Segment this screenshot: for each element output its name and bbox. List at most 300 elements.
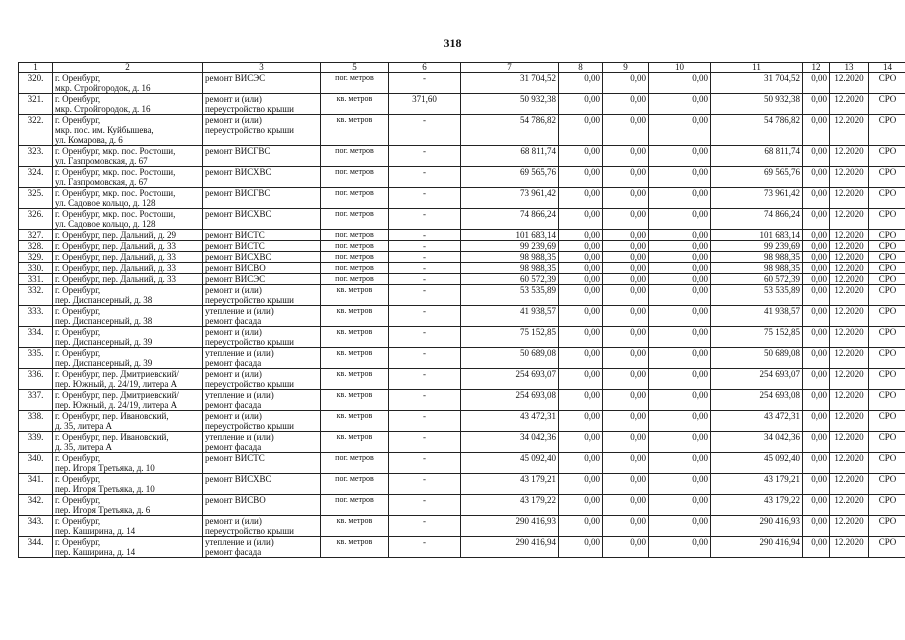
cost-col8-cell: 0,00 — [559, 252, 603, 263]
address-cell — [53, 285, 203, 306]
unit-cell: пог. метров — [321, 453, 389, 474]
cost-col10-cell: 0,00 — [649, 474, 711, 495]
cost-col12-cell: 0,00 — [803, 285, 830, 306]
table-row — [19, 327, 905, 348]
cost-col11-cell: 290 416,93 — [711, 516, 803, 537]
cost-col12-cell: 0,00 — [803, 274, 830, 285]
work-type-cell — [203, 167, 321, 188]
work-type-cell-line: ремонт и (или) — [205, 369, 262, 379]
cost-col10-cell: 0,00 — [649, 537, 711, 558]
address-cell-line: мкр. пос. им. Куйбышева, — [55, 125, 154, 135]
completion-date-cell: 12.2020 — [830, 188, 869, 209]
work-type-cell-line: ремонт и (или) — [205, 285, 262, 295]
address-cell-line: г. Оренбург, пер. Дмитриевский/ — [55, 369, 179, 379]
row-number: 335. — [19, 348, 53, 369]
quantity-cell: - — [389, 327, 461, 348]
completion-date-cell: 12.2020 — [830, 263, 869, 274]
work-type-cell — [203, 327, 321, 348]
work-type-cell-line: ремонт и (или) — [205, 327, 262, 337]
quantity-cell: - — [389, 230, 461, 241]
unit-cell: кв. метров — [321, 369, 389, 390]
work-type-cell-line: ремонт фасада — [205, 400, 262, 410]
cost-col10-cell: 0,00 — [649, 209, 711, 230]
row-number: 330. — [19, 263, 53, 274]
total-cost-cell: 41 938,57 — [461, 306, 559, 327]
total-cost-cell: 74 866,24 — [461, 209, 559, 230]
work-type-cell — [203, 516, 321, 537]
work-type-cell-line: утепление и (или) — [205, 537, 274, 547]
cost-col9-cell: 0,00 — [603, 94, 649, 115]
address-cell-line: г. Оренбург, — [55, 348, 101, 358]
cost-col8-cell: 0,00 — [559, 73, 603, 94]
row-number: 326. — [19, 209, 53, 230]
row-number: 344. — [19, 537, 53, 558]
table-row — [19, 516, 905, 537]
cost-col11-cell: 99 239,69 — [711, 241, 803, 252]
unit-cell: кв. метров — [321, 94, 389, 115]
row-number: 332. — [19, 285, 53, 306]
quantity-cell: - — [389, 167, 461, 188]
unit-cell: пог. метров — [321, 167, 389, 188]
completion-date-cell: 12.2020 — [830, 167, 869, 188]
address-cell-line: г. Оренбург, мкр. пос. Ростоши, — [55, 188, 176, 198]
cost-col11-cell: 98 988,35 — [711, 263, 803, 274]
cost-col11-cell: 53 535,89 — [711, 285, 803, 306]
work-type-cell — [203, 188, 321, 209]
table-row — [19, 369, 905, 390]
cost-col11-cell: 254 693,07 — [711, 369, 803, 390]
table-row — [19, 306, 905, 327]
cost-col11-cell: 50 932,38 — [711, 94, 803, 115]
cost-col10-cell: 0,00 — [649, 327, 711, 348]
address-cell-line: г. Оренбург, пер. Дальний, д. 33 — [55, 241, 177, 251]
address-cell — [53, 432, 203, 453]
cost-col8-cell: 0,00 — [559, 274, 603, 285]
completion-date-cell: 12.2020 — [830, 274, 869, 285]
column-header: 11 — [711, 63, 803, 73]
quantity-cell: - — [389, 146, 461, 167]
address-cell-line: пер. Диспансерный, д. 38 — [55, 316, 153, 326]
row-number: 340. — [19, 453, 53, 474]
cost-col12-cell: 0,00 — [803, 390, 830, 411]
funding-source-cell: СРО — [869, 306, 905, 327]
cost-col9-cell: 0,00 — [603, 285, 649, 306]
table-row — [19, 348, 905, 369]
unit-cell: кв. метров — [321, 537, 389, 558]
address-cell-line: г. Оренбург, пер. Дальний, д. 33 — [55, 274, 177, 284]
column-header: 5 — [321, 63, 389, 73]
address-cell — [53, 411, 203, 432]
funding-source-cell: СРО — [869, 327, 905, 348]
quantity-cell: 371,60 — [389, 94, 461, 115]
row-number: 327. — [19, 230, 53, 241]
work-type-cell — [203, 115, 321, 146]
address-cell — [53, 516, 203, 537]
total-cost-cell: 50 689,08 — [461, 348, 559, 369]
total-cost-cell: 73 961,42 — [461, 188, 559, 209]
row-number: 333. — [19, 306, 53, 327]
quantity-cell: - — [389, 241, 461, 252]
table-row — [19, 167, 905, 188]
column-header: 8 — [559, 63, 603, 73]
work-type-cell — [203, 94, 321, 115]
completion-date-cell: 12.2020 — [830, 306, 869, 327]
cost-col11-cell: 43 179,21 — [711, 474, 803, 495]
row-number: 321. — [19, 94, 53, 115]
work-type-cell-line: ремонт ВИСВО — [205, 263, 266, 273]
table-body — [19, 73, 905, 558]
address-cell-line: мкр. Стройгородок, д. 16 — [55, 104, 151, 114]
cost-col9-cell: 0,00 — [603, 146, 649, 167]
cost-col12-cell: 0,00 — [803, 188, 830, 209]
quantity-cell: - — [389, 390, 461, 411]
cost-col9-cell: 0,00 — [603, 230, 649, 241]
completion-date-cell: 12.2020 — [830, 348, 869, 369]
table-row — [19, 73, 905, 94]
address-cell — [53, 263, 203, 274]
work-type-cell — [203, 432, 321, 453]
work-type-cell-line: утепление и (или) — [205, 306, 274, 316]
quantity-cell: - — [389, 369, 461, 390]
unit-cell: пог. метров — [321, 474, 389, 495]
quantity-cell: - — [389, 209, 461, 230]
work-type-cell-line: ремонт фасада — [205, 547, 262, 557]
quantity-cell: - — [389, 263, 461, 274]
repair-schedule-table — [18, 62, 905, 558]
address-cell-line: пер. Диспансерный, д. 38 — [55, 295, 153, 305]
row-number: 322. — [19, 115, 53, 146]
total-cost-cell: 34 042,36 — [461, 432, 559, 453]
address-cell — [53, 146, 203, 167]
address-cell — [53, 241, 203, 252]
completion-date-cell: 12.2020 — [830, 285, 869, 306]
completion-date-cell: 12.2020 — [830, 537, 869, 558]
cost-col8-cell: 0,00 — [559, 348, 603, 369]
table-row — [19, 230, 905, 241]
work-type-cell-line: переустройство крыши — [205, 526, 294, 536]
funding-source-cell: СРО — [869, 263, 905, 274]
cost-col9-cell: 0,00 — [603, 263, 649, 274]
table-row — [19, 495, 905, 516]
cost-col11-cell: 43 179,22 — [711, 495, 803, 516]
row-number: 341. — [19, 474, 53, 495]
table-row — [19, 432, 905, 453]
cost-col11-cell: 74 866,24 — [711, 209, 803, 230]
row-number: 331. — [19, 274, 53, 285]
work-type-cell-line: ремонт ВИСХВС — [205, 474, 272, 484]
column-header: 14 — [869, 63, 905, 73]
unit-cell: кв. метров — [321, 115, 389, 146]
table-row — [19, 453, 905, 474]
work-type-cell — [203, 252, 321, 263]
address-cell-line: ул. Садовое кольцо, д. 128 — [55, 198, 156, 208]
cost-col8-cell: 0,00 — [559, 474, 603, 495]
quantity-cell: - — [389, 188, 461, 209]
cost-col11-cell: 41 938,57 — [711, 306, 803, 327]
completion-date-cell: 12.2020 — [830, 495, 869, 516]
completion-date-cell: 12.2020 — [830, 73, 869, 94]
address-cell-line: г. Оренбург, — [55, 115, 101, 125]
cost-col8-cell: 0,00 — [559, 285, 603, 306]
cost-col8-cell: 0,00 — [559, 94, 603, 115]
address-cell-line: г. Оренбург, — [55, 495, 101, 505]
total-cost-cell: 69 565,76 — [461, 167, 559, 188]
work-type-cell-line: ремонт ВИСТС — [205, 453, 265, 463]
total-cost-cell: 31 704,52 — [461, 73, 559, 94]
cost-col9-cell: 0,00 — [603, 537, 649, 558]
cost-col12-cell: 0,00 — [803, 167, 830, 188]
table-row — [19, 537, 905, 558]
cost-col12-cell: 0,00 — [803, 306, 830, 327]
cost-col8-cell: 0,00 — [559, 188, 603, 209]
cost-col10-cell: 0,00 — [649, 285, 711, 306]
work-type-cell — [203, 209, 321, 230]
cost-col10-cell: 0,00 — [649, 167, 711, 188]
address-cell-line: г. Оренбург, мкр. пос. Ростоши, — [55, 209, 176, 219]
cost-col9-cell: 0,00 — [603, 209, 649, 230]
quantity-cell: - — [389, 432, 461, 453]
cost-col9-cell: 0,00 — [603, 432, 649, 453]
cost-col9-cell: 0,00 — [603, 167, 649, 188]
work-type-cell-line: утепление и (или) — [205, 432, 274, 442]
cost-col8-cell: 0,00 — [559, 209, 603, 230]
cost-col10-cell: 0,00 — [649, 390, 711, 411]
quantity-cell: - — [389, 495, 461, 516]
column-header: 10 — [649, 63, 711, 73]
unit-cell: пог. метров — [321, 73, 389, 94]
address-cell-line: ул. Садовое кольцо, д. 128 — [55, 219, 156, 229]
work-type-cell — [203, 348, 321, 369]
work-type-cell-line: ремонт и (или) — [205, 411, 262, 421]
cost-col12-cell: 0,00 — [803, 209, 830, 230]
cost-col10-cell: 0,00 — [649, 73, 711, 94]
funding-source-cell: СРО — [869, 209, 905, 230]
work-type-cell-line: ремонт и (или) — [205, 94, 262, 104]
unit-cell: кв. метров — [321, 348, 389, 369]
address-cell-line: г. Оренбург, пер. Дальний, д. 33 — [55, 252, 177, 262]
row-number: 325. — [19, 188, 53, 209]
cost-col11-cell: 34 042,36 — [711, 432, 803, 453]
funding-source-cell: СРО — [869, 73, 905, 94]
cost-col9-cell: 0,00 — [603, 188, 649, 209]
cost-col9-cell: 0,00 — [603, 327, 649, 348]
funding-source-cell: СРО — [869, 94, 905, 115]
funding-source-cell: СРО — [869, 474, 905, 495]
quantity-cell: - — [389, 411, 461, 432]
unit-cell: кв. метров — [321, 306, 389, 327]
work-type-cell-line: ремонт и (или) — [205, 516, 262, 526]
work-type-cell-line: переустройство крыши — [205, 421, 294, 431]
cost-col8-cell: 0,00 — [559, 390, 603, 411]
cost-col12-cell: 0,00 — [803, 348, 830, 369]
cost-col9-cell: 0,00 — [603, 474, 649, 495]
cost-col11-cell: 75 152,85 — [711, 327, 803, 348]
cost-col10-cell: 0,00 — [649, 94, 711, 115]
total-cost-cell: 50 932,38 — [461, 94, 559, 115]
address-cell — [53, 167, 203, 188]
work-type-cell — [203, 537, 321, 558]
unit-cell: пог. метров — [321, 241, 389, 252]
work-type-cell — [203, 369, 321, 390]
work-type-cell-line: ремонт фасада — [205, 358, 262, 368]
completion-date-cell: 12.2020 — [830, 432, 869, 453]
completion-date-cell: 12.2020 — [830, 230, 869, 241]
funding-source-cell: СРО — [869, 285, 905, 306]
cost-col8-cell: 0,00 — [559, 537, 603, 558]
cost-col9-cell: 0,00 — [603, 274, 649, 285]
cost-col11-cell: 31 704,52 — [711, 73, 803, 94]
address-cell-line: ул. Газпромовская, д. 67 — [55, 177, 148, 187]
work-type-cell — [203, 285, 321, 306]
cost-col10-cell: 0,00 — [649, 453, 711, 474]
cost-col10-cell: 0,00 — [649, 115, 711, 146]
column-header: 9 — [603, 63, 649, 73]
completion-date-cell: 12.2020 — [830, 453, 869, 474]
cost-col12-cell: 0,00 — [803, 474, 830, 495]
cost-col10-cell: 0,00 — [649, 516, 711, 537]
row-number: 320. — [19, 73, 53, 94]
work-type-cell — [203, 306, 321, 327]
address-cell-line: пер. Южный, д. 24/19, литера А — [55, 379, 178, 389]
cost-col12-cell: 0,00 — [803, 516, 830, 537]
completion-date-cell: 12.2020 — [830, 94, 869, 115]
address-cell-line: пер. Южный, д. 24/19, литера А — [55, 400, 178, 410]
cost-col9-cell: 0,00 — [603, 369, 649, 390]
cost-col12-cell: 0,00 — [803, 495, 830, 516]
work-type-cell-line: ремонт ВИСГВС — [205, 188, 271, 198]
table-row — [19, 274, 905, 285]
total-cost-cell: 43 179,21 — [461, 474, 559, 495]
work-type-cell-line: переустройство крыши — [205, 295, 294, 305]
funding-source-cell: СРО — [869, 411, 905, 432]
column-header: 13 — [830, 63, 869, 73]
address-cell-line: г. Оренбург, — [55, 474, 101, 484]
row-number: 343. — [19, 516, 53, 537]
address-cell — [53, 453, 203, 474]
cost-col11-cell: 60 572,39 — [711, 274, 803, 285]
unit-cell: кв. метров — [321, 285, 389, 306]
column-header: 12 — [803, 63, 830, 73]
funding-source-cell: СРО — [869, 369, 905, 390]
total-cost-cell: 53 535,89 — [461, 285, 559, 306]
address-cell — [53, 115, 203, 146]
row-number: 323. — [19, 146, 53, 167]
address-cell-line: г. Оренбург, пер. Ивановский, — [55, 411, 169, 421]
address-cell-line: г. Оренбург, пер. Дальний, д. 33 — [55, 263, 177, 273]
cost-col11-cell: 45 092,40 — [711, 453, 803, 474]
total-cost-cell: 75 152,85 — [461, 327, 559, 348]
cost-col8-cell: 0,00 — [559, 495, 603, 516]
unit-cell: кв. метров — [321, 411, 389, 432]
address-cell-line: г. Оренбург, мкр. пос. Ростоши, — [55, 167, 176, 177]
cost-col10-cell: 0,00 — [649, 274, 711, 285]
work-type-cell-line: ремонт ВИСХВС — [205, 252, 272, 262]
column-number-row — [19, 63, 905, 73]
cost-col9-cell: 0,00 — [603, 306, 649, 327]
address-cell — [53, 94, 203, 115]
cost-col10-cell: 0,00 — [649, 263, 711, 274]
table-row — [19, 188, 905, 209]
work-type-cell-line: ремонт фасада — [205, 316, 262, 326]
address-cell — [53, 274, 203, 285]
cost-col12-cell: 0,00 — [803, 94, 830, 115]
funding-source-cell: СРО — [869, 495, 905, 516]
cost-col8-cell: 0,00 — [559, 230, 603, 241]
address-cell — [53, 348, 203, 369]
table-row — [19, 115, 905, 146]
table-row — [19, 474, 905, 495]
work-type-cell-line: ремонт ВИСВО — [205, 495, 266, 505]
quantity-cell: - — [389, 252, 461, 263]
column-header: 6 — [389, 63, 461, 73]
cost-col8-cell: 0,00 — [559, 516, 603, 537]
cost-col12-cell: 0,00 — [803, 263, 830, 274]
cost-col11-cell: 254 693,08 — [711, 390, 803, 411]
cost-col10-cell: 0,00 — [649, 348, 711, 369]
work-type-cell — [203, 263, 321, 274]
cost-col8-cell: 0,00 — [559, 115, 603, 146]
cost-col10-cell: 0,00 — [649, 188, 711, 209]
cost-col12-cell: 0,00 — [803, 327, 830, 348]
cost-col12-cell: 0,00 — [803, 432, 830, 453]
cost-col11-cell: 68 811,74 — [711, 146, 803, 167]
address-cell-line: пер. Каширина, д. 14 — [55, 547, 136, 557]
cost-col12-cell: 0,00 — [803, 146, 830, 167]
funding-source-cell: СРО — [869, 252, 905, 263]
total-cost-cell: 43 472,31 — [461, 411, 559, 432]
work-type-cell — [203, 411, 321, 432]
unit-cell: пог. метров — [321, 263, 389, 274]
cost-col12-cell: 0,00 — [803, 241, 830, 252]
address-cell-line: г. Оренбург, — [55, 94, 101, 104]
work-type-cell-line: ремонт ВИСТС — [205, 230, 265, 240]
table-row — [19, 252, 905, 263]
row-number: 339. — [19, 432, 53, 453]
table-row — [19, 285, 905, 306]
unit-cell: пог. метров — [321, 188, 389, 209]
cost-col11-cell: 50 689,08 — [711, 348, 803, 369]
quantity-cell: - — [389, 285, 461, 306]
cost-col11-cell: 54 786,82 — [711, 115, 803, 146]
address-cell-line: г. Оренбург, — [55, 306, 101, 316]
cost-col12-cell: 0,00 — [803, 73, 830, 94]
unit-cell: пог. метров — [321, 209, 389, 230]
funding-source-cell: СРО — [869, 390, 905, 411]
table-row — [19, 411, 905, 432]
completion-date-cell: 12.2020 — [830, 209, 869, 230]
address-cell-line: г. Оренбург, пер. Дмитриевский/ — [55, 390, 179, 400]
unit-cell: кв. метров — [321, 390, 389, 411]
cost-col9-cell: 0,00 — [603, 453, 649, 474]
funding-source-cell: СРО — [869, 348, 905, 369]
address-cell-line: г. Оренбург, — [55, 516, 101, 526]
address-cell-line: г. Оренбург, — [55, 73, 101, 83]
table-row — [19, 263, 905, 274]
funding-source-cell: СРО — [869, 516, 905, 537]
work-type-cell-line: ремонт и (или) — [205, 115, 262, 125]
total-cost-cell: 68 811,74 — [461, 146, 559, 167]
address-cell-line: д. 35, литера А — [55, 442, 113, 452]
work-type-cell-line: ремонт ВИСХВС — [205, 167, 272, 177]
work-type-cell-line: ремонт ВИСЭС — [205, 274, 266, 284]
quantity-cell: - — [389, 516, 461, 537]
address-cell-line: мкр. Стройгородок, д. 16 — [55, 83, 151, 93]
work-type-cell — [203, 146, 321, 167]
address-cell-line: г. Оренбург, мкр. пос. Ростоши, — [55, 146, 176, 156]
quantity-cell: - — [389, 274, 461, 285]
unit-cell: кв. метров — [321, 432, 389, 453]
unit-cell: кв. метров — [321, 327, 389, 348]
